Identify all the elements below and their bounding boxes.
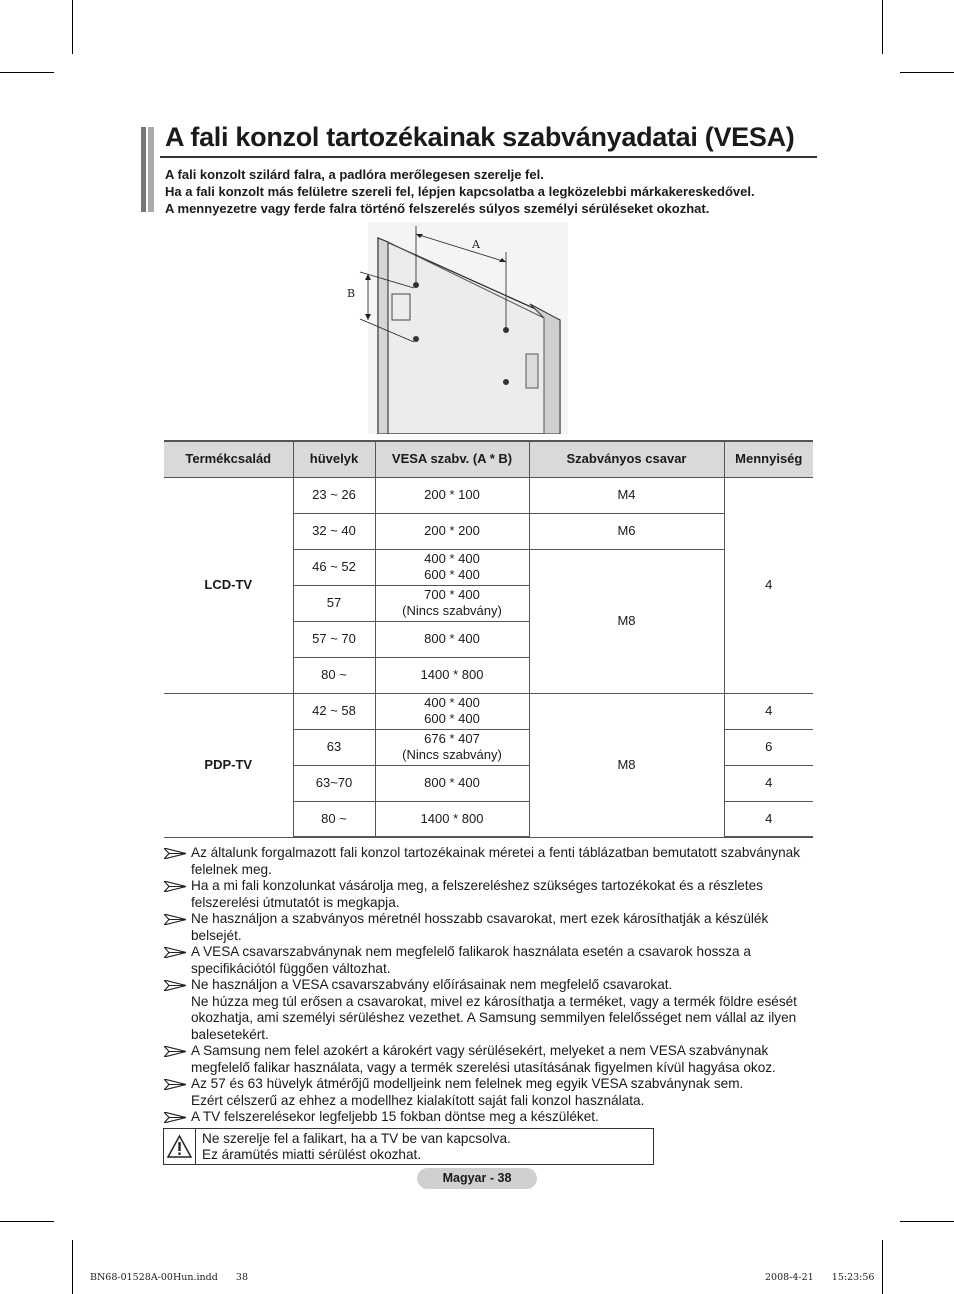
note-line: felelnek meg. [191,861,272,877]
table-row [164,477,813,513]
inch-cell: 42 ~ 58 [293,693,375,729]
tv-back-diagram [330,222,570,434]
inch-cell: 80 ~ [293,801,375,837]
vesa-note: (Nincs szabvány) [402,603,502,618]
note-line: Az általunk forgalmazott fali konzol tartozékainak méretei a fenti táblázatban bemutatott szabványnak [191,845,801,860]
title-underline [160,156,817,158]
vesa-value: 600 * 400 [424,711,480,726]
vesa-value: 600 * 400 [424,567,480,582]
quantity-cell: 4 [724,477,813,693]
quantity-cell: 4 [724,801,813,837]
intro-line: Ha a fali konzolt más felületre szereli fel, lépjen kapcsolatba a legközelebbi márkakereskedővel. [165,184,755,199]
vesa-value: 800 * 400 [424,631,480,646]
crop-mark [0,1221,54,1222]
page-number-badge: Magyar - 38 [417,1168,537,1189]
vesa-cell [375,729,529,765]
crop-mark [900,72,954,73]
inch-cell: 57 [293,585,375,621]
vesa-cell [375,549,529,585]
note-line: A TV felszerelésekor legfeljebb 15 fokban döntse meg a készüléket. [191,1109,599,1124]
note-item [164,977,820,1043]
note-item [164,845,820,878]
footer-file [90,1272,248,1283]
note-line: Ne használjon a VESA csavarszabvány előírásainak nem megfelelő csavarokat. [191,977,673,992]
warning-text [202,1131,511,1163]
vesa-value: 200 * 200 [424,523,480,538]
inch-cell: 63~70 [293,765,375,801]
note-line: specifikációtól függően változhat. [191,960,391,976]
product-family-cell: PDP-TV [164,693,293,837]
footer-page: 38 [235,1272,248,1283]
note-line: belsejét. [191,927,242,943]
vesa-cell [375,693,529,729]
crop-mark [72,1240,73,1294]
vesa-value: 1400 * 800 [420,667,484,682]
arrow-bullet-icon [164,848,186,859]
intro-text [165,166,755,217]
screw-cell: M8 [529,549,724,693]
column-header: VESA szabv. (A * B) [375,441,529,477]
quantity-cell: 4 [724,765,813,801]
intro-line: A fali konzolt szilárd falra, a padlóra merőlegesen szerelje fel. [165,167,544,182]
vesa-note: (Nincs szabvány) [402,747,502,762]
vesa-cell [375,621,529,657]
vesa-value: 700 * 400 [424,587,480,602]
inch-cell: 63 [293,729,375,765]
note-line: Ha a mi fali konzolunkat vásárolja meg, a felszereléshez szükséges tartozékokat és a részletes [191,878,763,893]
vesa-value: 676 * 407 [424,731,480,746]
note-item [164,1076,820,1109]
crop-mark [882,0,883,54]
arrow-bullet-icon [164,1046,186,1057]
crop-mark [0,72,54,73]
table-header-row [164,441,813,477]
product-family-cell: LCD-TV [164,477,293,693]
arrow-bullet-icon [164,881,186,892]
vesa-value: 800 * 400 [424,775,480,790]
vesa-cell [375,801,529,837]
page-title: A fali konzol tartozékainak szabványadatai (VESA) [165,122,795,152]
arrow-bullet-icon [164,947,186,958]
dimension-a-label: A [472,238,480,251]
dimension-b-label: B [347,287,356,300]
crop-mark [72,0,73,54]
screw-cell: M6 [529,513,724,549]
arrow-bullet-icon [164,914,186,925]
vesa-cell [375,765,529,801]
vesa-cell [375,513,529,549]
warning-icon [164,1129,195,1164]
crop-mark [900,1221,954,1222]
warning-line: Ne szerelje fel a falikart, ha a TV be van kapcsolva. [202,1131,511,1146]
note-item [164,878,820,911]
footer-timestamp [765,1272,874,1283]
screw-cell: M4 [529,477,724,513]
arrow-bullet-icon [164,1079,186,1090]
arrow-bullet-icon [164,1112,186,1123]
note-line: Ne húzza meg túl erősen a csavarokat, mivel ez károsíthatja a terméket, vagy a termék földre esését [191,993,797,1009]
vesa-cell [375,657,529,693]
note-item [164,1109,820,1126]
column-header: Termékcsalád [164,441,293,477]
inch-cell: 23 ~ 26 [293,477,375,513]
note-line: balesetekért. [191,1026,269,1042]
footer-filename: BN68-01528A-00Hun.indd [90,1272,218,1283]
inch-cell: 57 ~ 70 [293,621,375,657]
warning-line: Ez áramütés miatti sérülést okozhat. [202,1147,422,1162]
vesa-spec-table [164,440,813,838]
intro-line: A mennyezetre vagy ferde falra történő felszerelés súlyos személyi sérüléseket okozhat. [165,201,710,216]
note-line: felszerelési útmutatót is megkapja. [191,894,400,910]
column-header: Szabványos csavar [529,441,724,477]
vesa-value: 1400 * 800 [420,810,484,826]
note-item [164,911,820,944]
warning-icon-cell [164,1129,196,1164]
vesa-cell [375,477,529,513]
inch-cell: 80 ~ [293,657,375,693]
note-item [164,1043,820,1076]
vesa-cell [375,585,529,621]
title-accent-bar [141,127,154,212]
quantity-cell: 6 [724,729,813,765]
table-row [164,693,813,729]
vesa-value: 200 * 100 [424,487,480,502]
note-line: A VESA csavarszabványnak nem megfelelő falikarok használata esetén a csavarok hossza a [191,944,751,959]
inch-cell: 32 ~ 40 [293,513,375,549]
footer-time: 15:23:56 [831,1272,875,1283]
notes-list [164,845,820,1126]
arrow-bullet-icon [164,980,186,991]
column-header: Mennyiség [724,441,813,477]
crop-mark [882,1240,883,1294]
footer-date: 2008-4-21 [765,1272,814,1283]
note-line: megfelelő falikar használata, vagy a termék szerelési utasításának figyelmen kívül hagyása okoz. [191,1059,776,1075]
note-item [164,944,820,977]
vesa-value: 400 * 400 [424,551,480,566]
note-line: Az 57 és 63 hüvelyk átmérőjű modelljeink nem felelnek meg egyik VESA szabványnak sem. [191,1076,744,1091]
note-line: A Samsung nem felel azokért a károkért vagy sérülésekért, melyeket a nem VESA szabványnak [191,1043,769,1058]
inch-cell: 46 ~ 52 [293,549,375,585]
warning-box [163,1128,654,1165]
note-line: Ne használjon a szabványos méretnél hosszabb csavarokat, mert ezek károsíthatják a készülék [191,911,769,926]
screw-cell: M8 [529,693,724,837]
note-line: okozhatja, ami személyi sérüléshez vezethet. A Samsung semmilyen felelősséget nem vállal az ilyen [191,1010,797,1025]
vesa-value: 400 * 400 [424,695,480,710]
note-line: Ezért célszerű az ehhez a modellhez kialakított saját fali konzol használata. [191,1092,645,1108]
quantity-cell: 4 [724,693,813,729]
column-header: hüvelyk [293,441,375,477]
